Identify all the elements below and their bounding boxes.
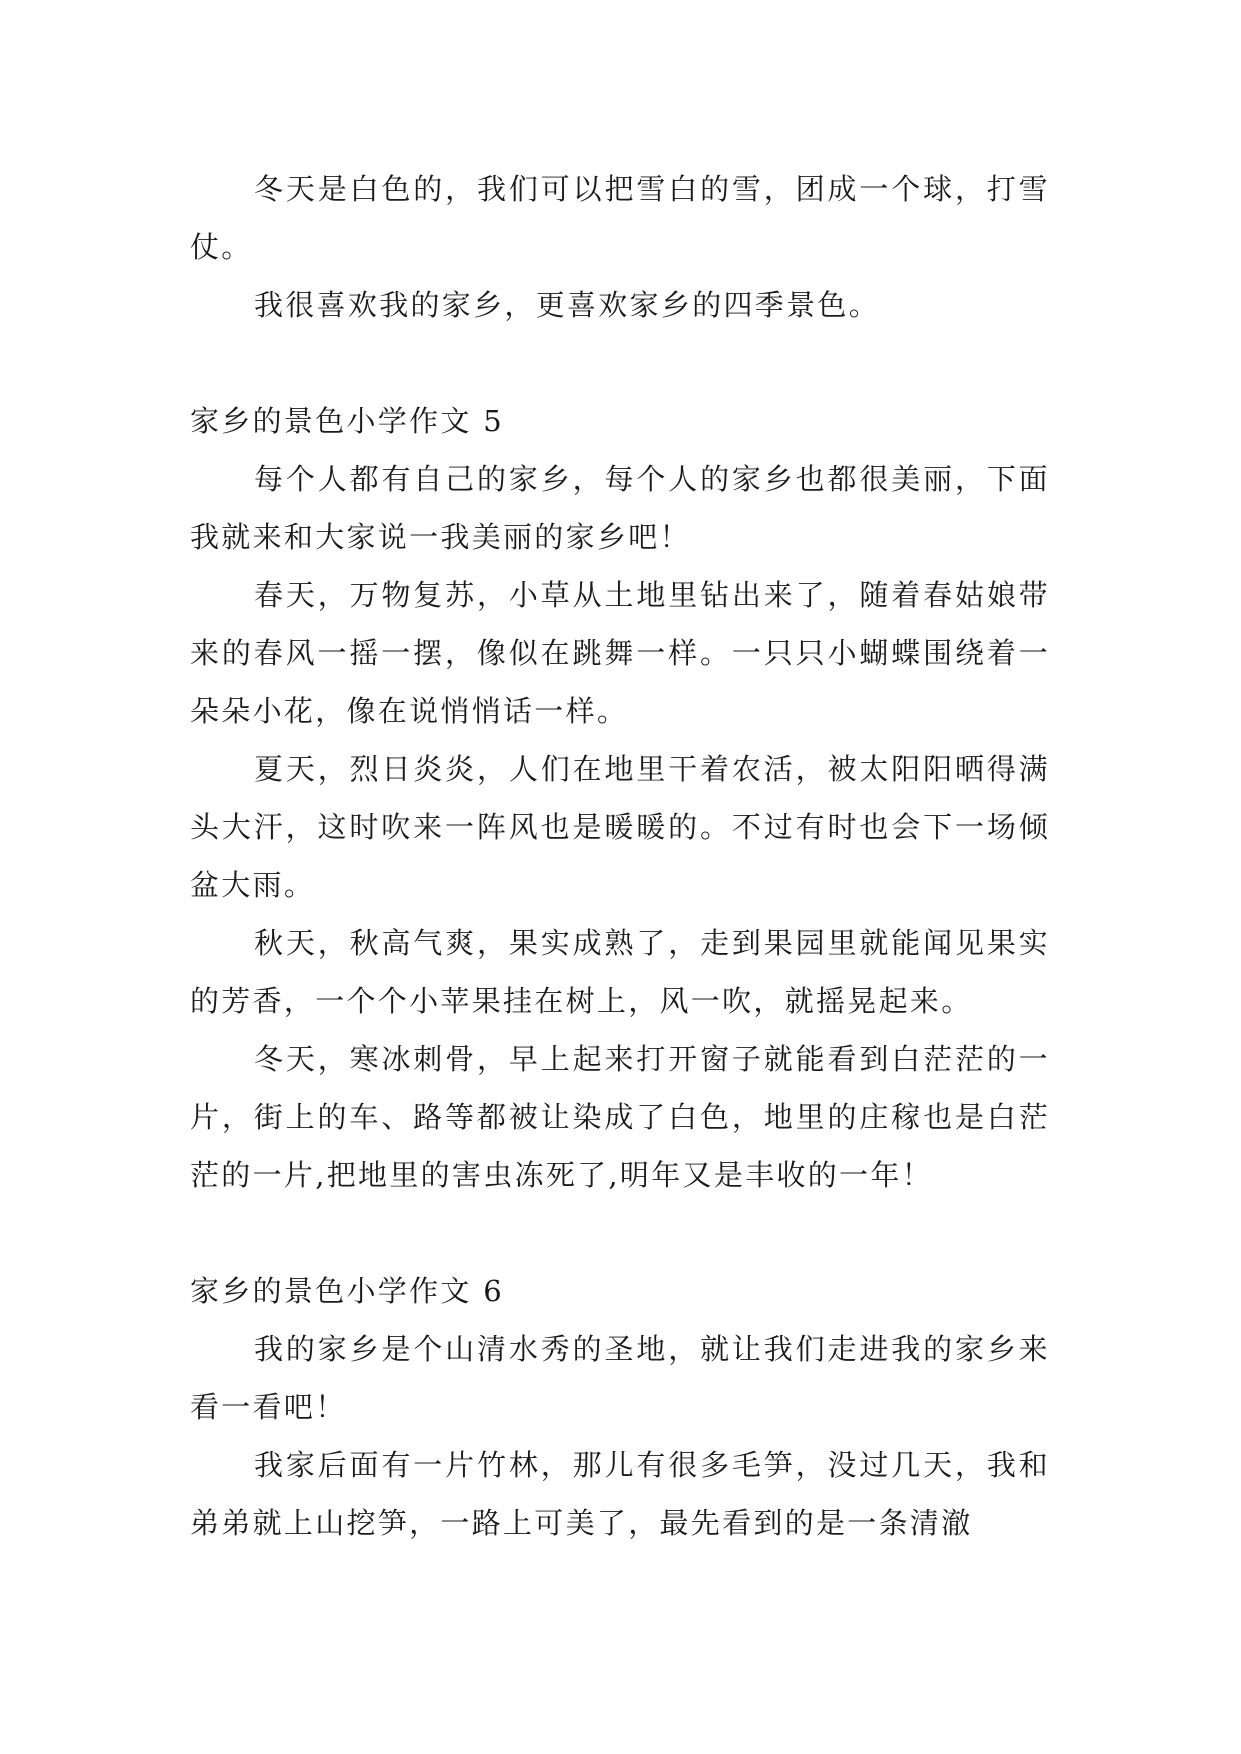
- paragraph: 每个人都有自己的家乡，每个人的家乡也都很美丽，下面我就来和大家说一我美丽的家乡吧！: [190, 462, 1050, 554]
- paragraph: 夏天，烈日炎炎，人们在地里干着农活，被太阳阳晒得满头大汗，这时吹来一阵风也是暖暖的。不过有时也会下一场倾盆大雨。: [190, 752, 1050, 902]
- section-gap: [190, 1204, 1050, 1262]
- document-body: [190, 160, 1050, 1552]
- section-title-5: 家乡的景色小学作文 5: [190, 404, 504, 438]
- paragraph: 秋天，秋高气爽，果实成熟了，走到果园里就能闻见果实的芳香，一个个小苹果挂在树上，风一吹，就摇晃起来。: [190, 926, 1050, 1018]
- paragraph: 我家后面有一片竹林，那儿有很多毛笋，没过几天，我和弟弟就上山挖笋，一路上可美了，最先看到的是一条清澈: [190, 1448, 1050, 1540]
- paragraph: 我的家乡是个山清水秀的圣地，就让我们走进我的家乡来看一看吧！: [190, 1332, 1050, 1424]
- section-gap: [190, 334, 1050, 392]
- paragraph: 冬天，寒冰刺骨，早上起来打开窗子就能看到白茫茫的一片，街上的车、路等都被让染成了白色，地里的庄稼也是白茫茫的一片,把地里的害虫冻死了,明年又是丰收的一年！: [190, 1042, 1050, 1192]
- paragraph: 春天，万物复苏，小草从土地里钻出来了，随着春姑娘带来的春风一摇一摆，像似在跳舞一样。一只只小蝴蝶围绕着一朵朵小花，像在说悄悄话一样。: [190, 578, 1050, 728]
- paragraph: 我很喜欢我的家乡，更喜欢家乡的四季景色。: [254, 288, 881, 322]
- paragraph: 冬天是白色的，我们可以把雪白的雪，团成一个球，打雪仗。: [190, 172, 1050, 264]
- section-title-6: 家乡的景色小学作文 6: [190, 1274, 504, 1308]
